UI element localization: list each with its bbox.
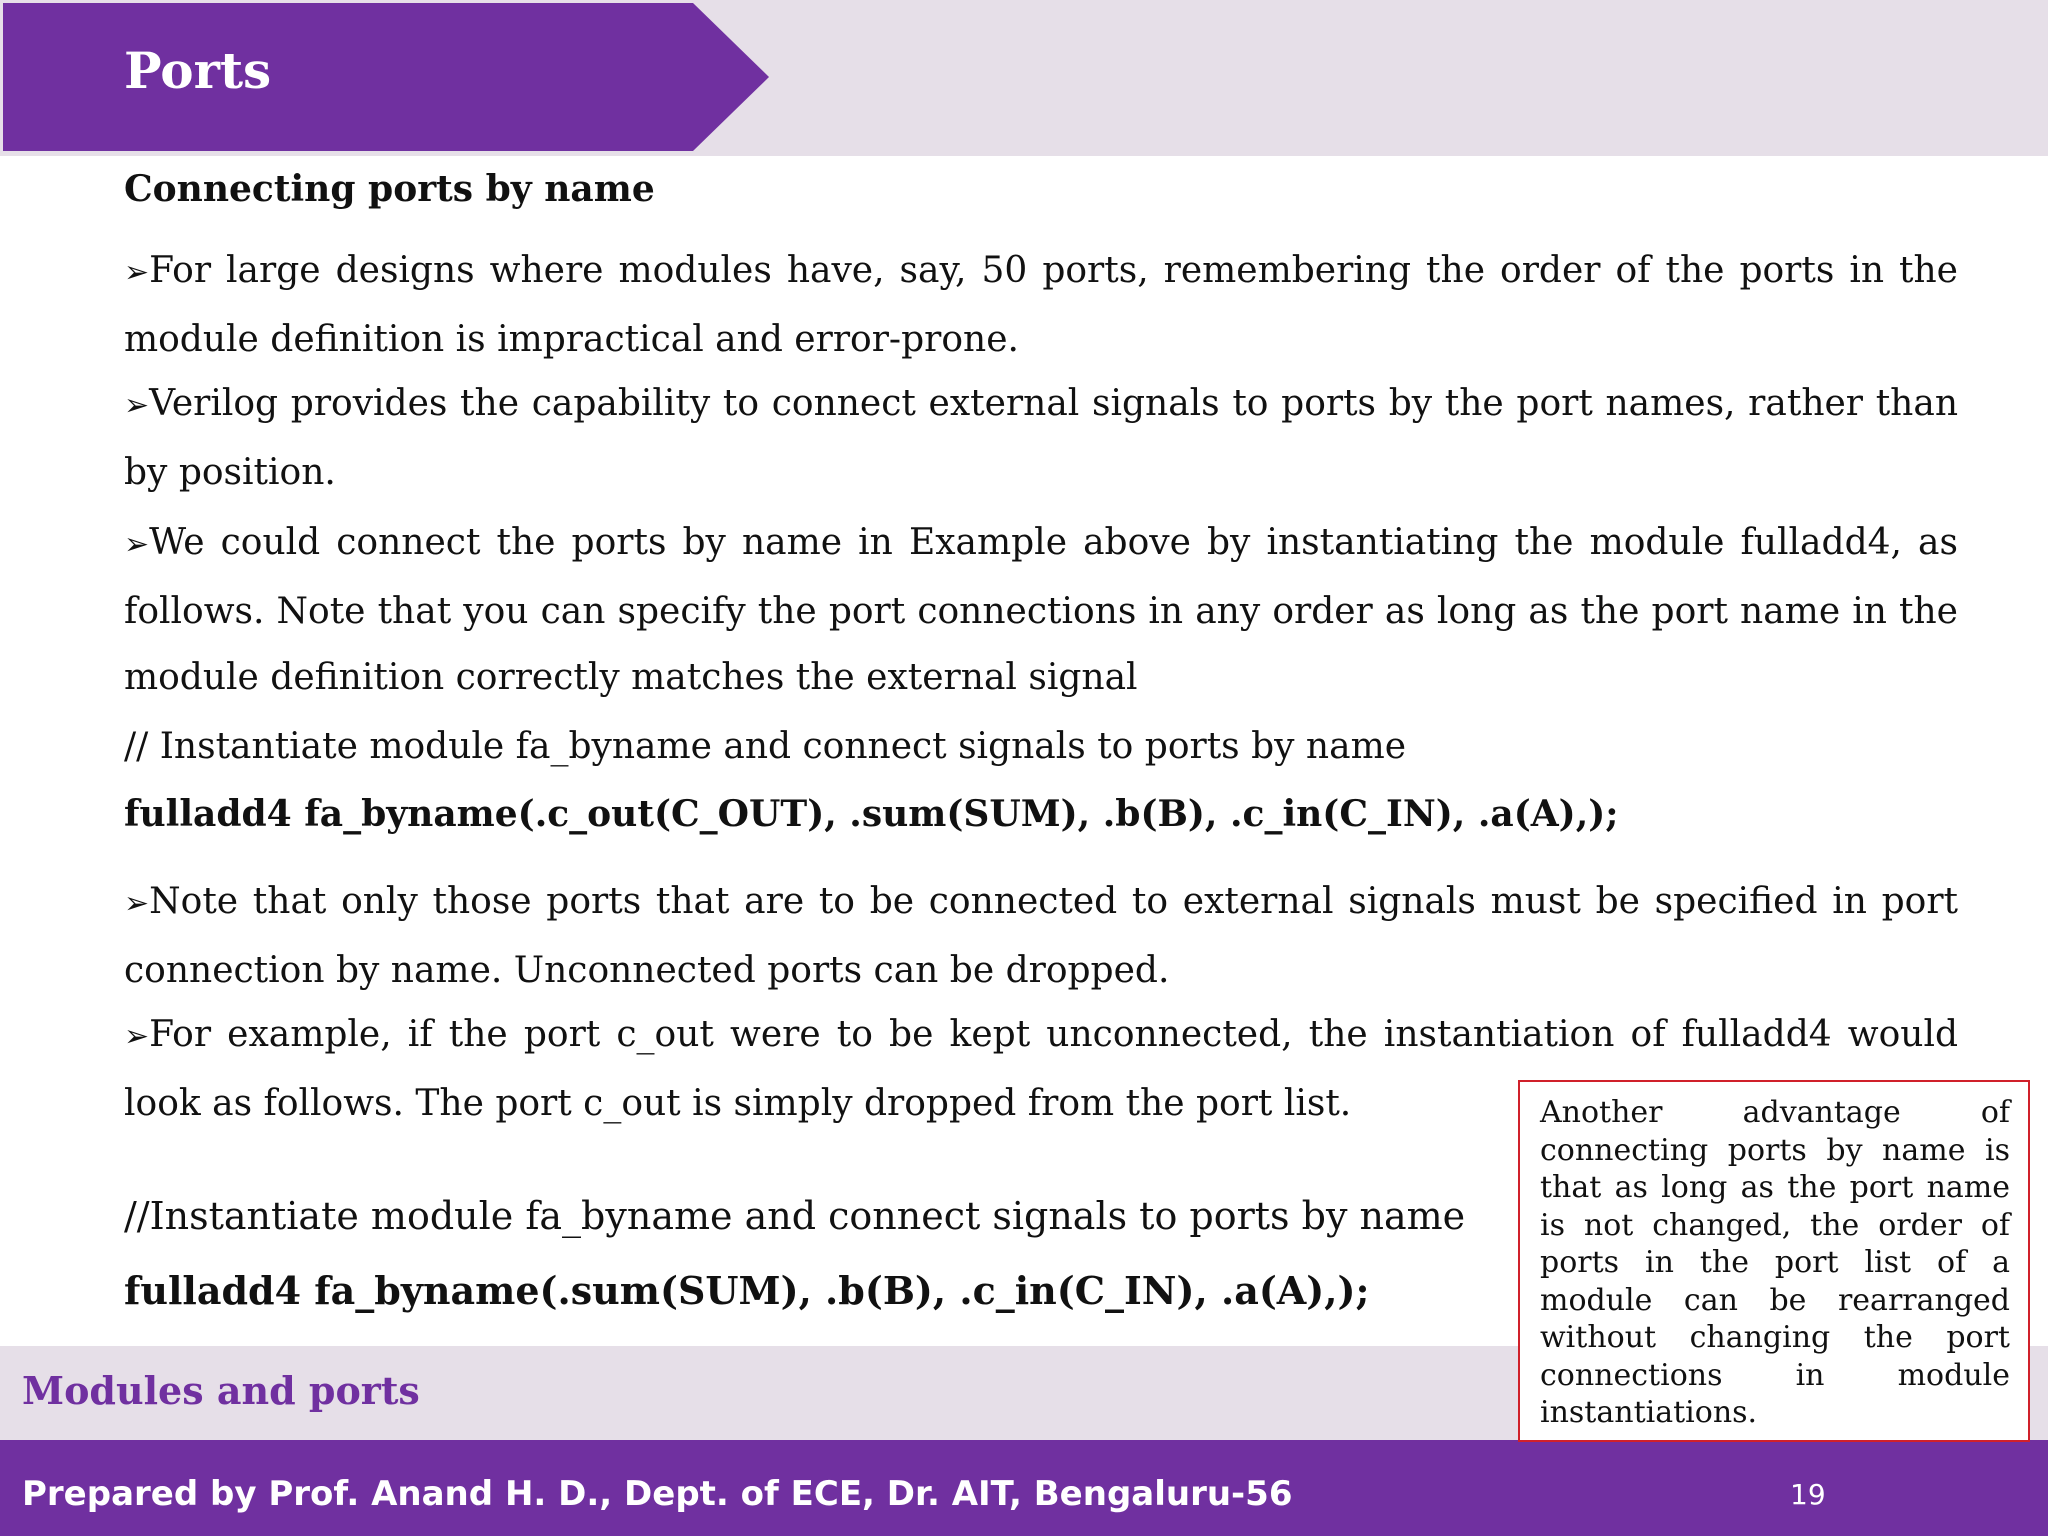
code-line-2: fulladd4 fa_byname(.sum(SUM), .b(B), .c_in(C_IN), .a(A),); [124,1268,1370,1313]
bullet-arrow-icon: ➢ [124,388,150,423]
code-comment-2: //Instantiate module fa_byname and connect signals to ports by name [124,1194,1466,1238]
paragraph-4 [124,869,1958,1004]
note-callout [1518,1080,2030,1442]
note-text: Another advantage of connecting ports by name is that as long as the port name is not changed, the order of ports in the port list of a module can be rearranged without changing the port connections in module instantiations. [1540,1095,2010,1430]
author-credit: Prepared by Prof. Anand H. D., Dept. of ECE, Dr. AIT, Bengaluru-56 [22,1474,1293,1514]
paragraph-text: For example, if the port c_out were to be kept unconnected, the instantiation of fulladd4 would look as follows. The port c_out is simply dropped from the port list. [124,1014,1958,1124]
paragraph-text: Verilog provides the capability to connect external signals to ports by the port names, rather than by position. [124,383,1958,493]
paragraph-text: Note that only those ports that are to be connected to external signals must be specified in port connection by name. Unconnected ports can be dropped. [124,881,1958,991]
paragraph-text: For large designs where modules have, say, 50 ports, remembering the order of the ports in the module definition is impractical and error-prone. [124,250,1958,360]
paragraph-text: We could connect the ports by name in Example above by instantiating the module fulladd4, as follows. Note that you can specify the port connections in any order as long as the port name in the module definition correctly matches the external signal [124,522,1958,698]
bullet-arrow-icon: ➢ [124,1019,150,1054]
title-banner [3,3,769,151]
bullet-arrow-icon: ➢ [124,255,150,290]
bullet-arrow-icon: ➢ [124,527,150,562]
page-number: 19 [1790,1478,1826,1511]
paragraph-2 [124,371,1958,506]
code-comment-1: // Instantiate module fa_byname and connect signals to ports by name [124,726,1407,767]
paragraph-3 [124,510,1958,712]
slide-title: Ports [124,41,272,100]
bullet-arrow-icon: ➢ [124,886,150,921]
section-subheading: Connecting ports by name [124,168,655,210]
paragraph-1 [124,238,1958,373]
section-name: Modules and ports [22,1368,420,1413]
code-line-1: fulladd4 fa_byname(.c_out(C_OUT), .sum(SUM), .b(B), .c_in(C_IN), .a(A),); [124,793,1619,835]
